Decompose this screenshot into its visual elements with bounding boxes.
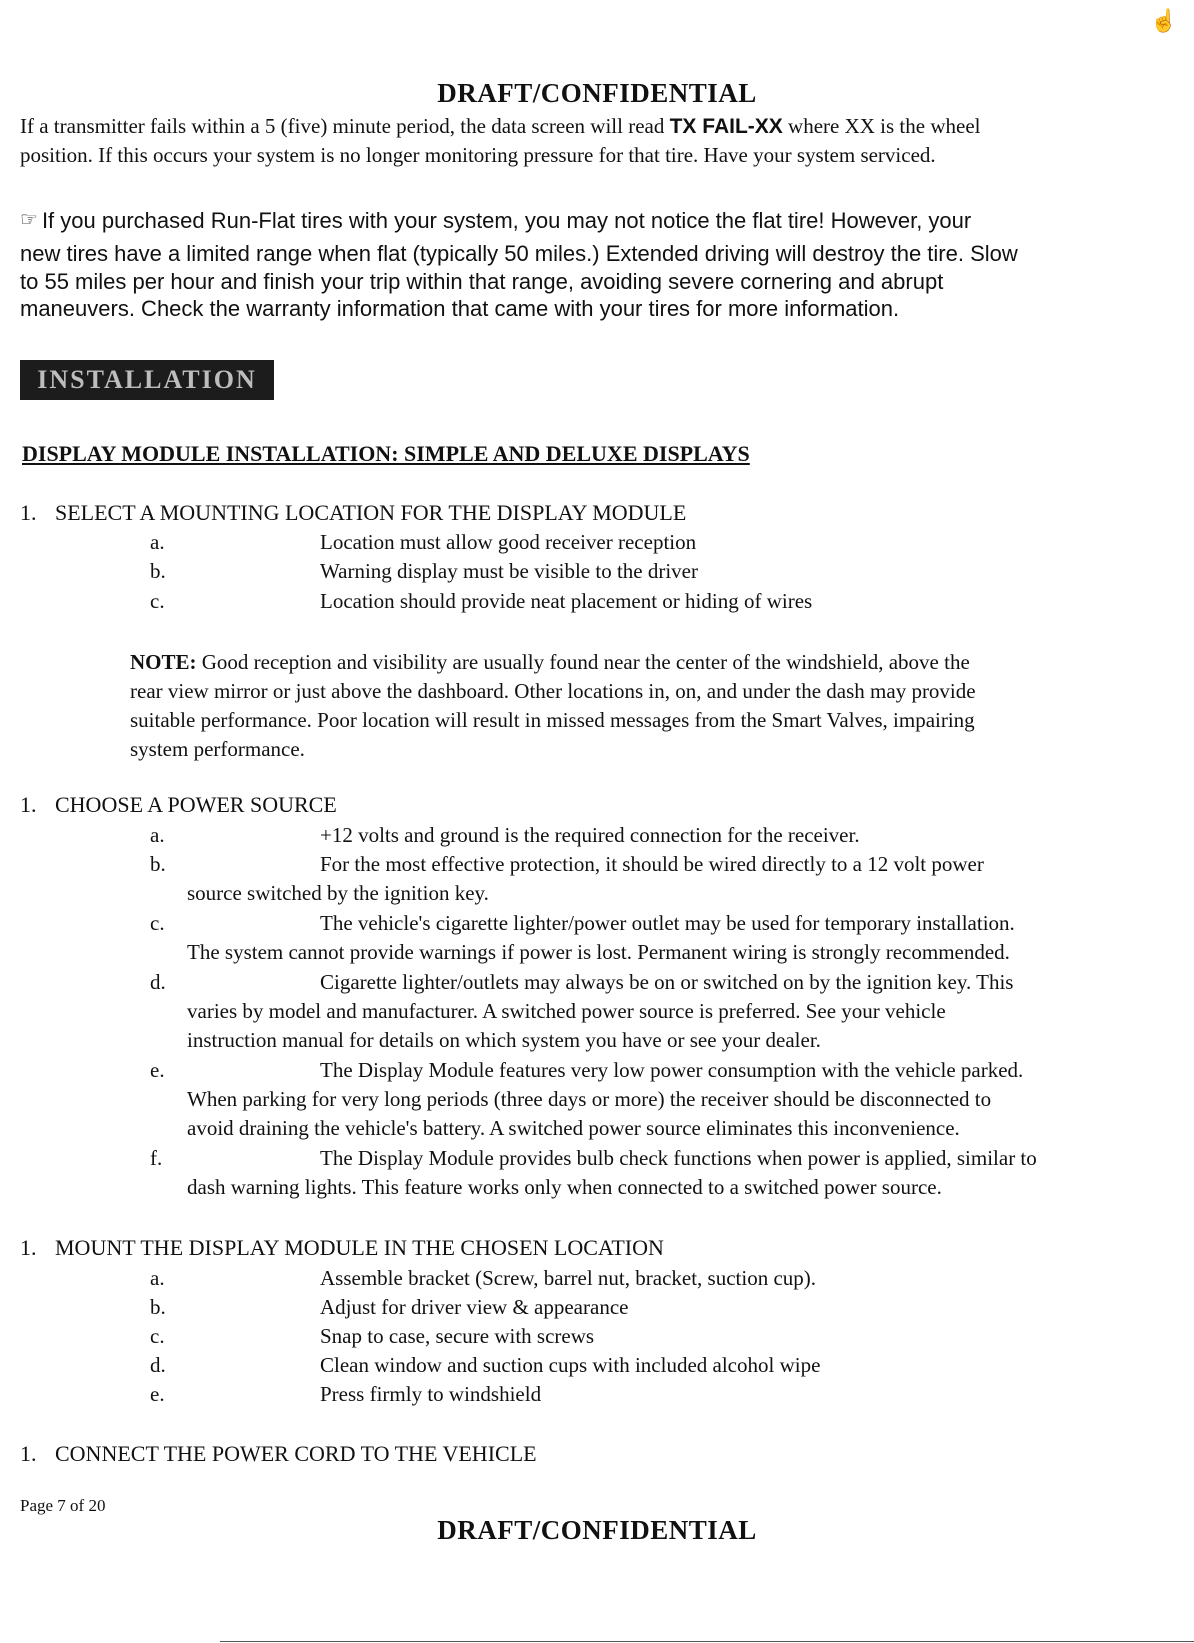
intro-text-a: If a transmitter fails within a 5 (five) minute period, the data screen will read [20, 114, 670, 138]
header-title: DRAFT/CONFIDENTIAL [437, 78, 757, 108]
runflat-line-2: new tires have a limited range when flat (typically 50 miles.) Extended driving will destroy the tire. Slow [20, 241, 1018, 266]
step-2-item-d-cont-1: varies by model and manufacturer. A switched power source is preferred. See your vehicle [187, 999, 946, 1023]
tx-fail-code: TX FAIL-XX [669, 115, 783, 138]
note-line-3: suitable performance. Poor location will result in missed messages from the Smart Valves, impairing [130, 708, 975, 732]
step-2-item-f: The Display Module provides bulb check functions when power is applied, similar to [320, 1146, 1037, 1170]
step-1-letter-c: c. [150, 589, 165, 613]
step-3-item-b: Adjust for driver view & appearance [320, 1295, 629, 1319]
page-number: Page 7 of 20 [20, 1496, 106, 1515]
section-heading: DISPLAY MODULE INSTALLATION: SIMPLE AND DELUXE DISPLAYS [22, 441, 750, 466]
step-4-title: CONNECT THE POWER CORD TO THE VEHICLE [55, 1441, 537, 1466]
installation-banner: INSTALLATION [20, 360, 274, 400]
step-1-title: SELECT A MOUNTING LOCATION FOR THE DISPLAY MODULE [55, 500, 687, 525]
step-3-letter-d: d. [150, 1353, 166, 1377]
note-label: NOTE: [130, 650, 197, 674]
step-3-item-e: Press firmly to windshield [320, 1382, 542, 1406]
step-2-item-e: The Display Module features very low power consumption with the vehicle parked. [320, 1058, 1024, 1082]
step-2-item-b: For the most effective protection, it should be wired directly to a 12 volt power [320, 852, 984, 876]
intro-text-c: where XX is the wheel [782, 114, 981, 138]
step-2-item-e-cont-2: avoid draining the vehicle's battery. A switched power source eliminates this inconvenience. [187, 1116, 960, 1140]
step-2-item-c: The vehicle's cigarette lighter/power outlet may be used for temporary installation. [320, 911, 1015, 935]
step-1-item-a: Location must allow good receiver reception [320, 530, 697, 554]
step-2-item-c-cont: The system cannot provide warnings if power is lost. Permanent wiring is strongly recommended. [187, 940, 1010, 964]
step-2-title: CHOOSE A POWER SOURCE [55, 792, 337, 817]
step-2-item-a: +12 volts and ground is the required connection for the receiver. [320, 823, 860, 847]
note-line-4: system performance. [130, 737, 305, 761]
step-2-letter-c: c. [150, 911, 165, 935]
step-1-letter-b: b. [150, 559, 166, 583]
step-2-letter-d: d. [150, 970, 166, 994]
step-3-letter-a: a. [150, 1266, 165, 1290]
step-3-number: 1. [20, 1235, 37, 1260]
step-2-item-b-cont: source switched by the ignition key. [187, 881, 489, 905]
step-1-item-b: Warning display must be visible to the driver [320, 559, 698, 583]
step-2-item-f-cont: dash warning lights. This feature works only when connected to a switched power source. [187, 1175, 942, 1199]
step-3-title: MOUNT THE DISPLAY MODULE IN THE CHOSEN LOCATION [55, 1235, 664, 1260]
runflat-line-3: to 55 miles per hour and finish your trip within that range, avoiding severe cornering and abrupt [20, 269, 944, 294]
bottom-divider [220, 1641, 1194, 1642]
step-2-item-d-cont-2: instruction manual for details on which system you have or see your dealer. [187, 1028, 821, 1052]
runflat-line-4: maneuvers. Check the warranty information that came with your tires for more information. [20, 296, 900, 321]
note-line-1 [130, 648, 1170, 677]
step-2-number: 1. [20, 792, 37, 817]
step-1-item-c: Location should provide neat placement or hiding of wires [320, 589, 813, 613]
step-3-letter-b: b. [150, 1295, 166, 1319]
pointing-hand-icon: ☞ [20, 209, 38, 231]
runflat-text-1: If you purchased Run-Flat tires with your system, you may not notice the flat tire! However, your [41, 208, 972, 233]
step-2-letter-a: a. [150, 823, 165, 847]
step-3-item-c: Snap to case, secure with screws [320, 1324, 595, 1348]
note-text-1: Good reception and visibility are usually found near the center of the windshield, above the [196, 650, 970, 674]
step-2-item-e-cont-1: When parking for very long periods (three days or more) the receiver should be disconnected to [187, 1087, 992, 1111]
step-1-number: 1. [20, 500, 37, 525]
footer-title: DRAFT/CONFIDENTIAL [437, 1515, 757, 1545]
step-1-letter-a: a. [150, 530, 165, 554]
step-2-letter-b: b. [150, 852, 166, 876]
runflat-line-1 [20, 205, 1180, 236]
step-2-letter-e: e. [150, 1058, 165, 1082]
note-line-2: rear view mirror or just above the dashboard. Other locations in, on, and under the dash may provide [130, 679, 976, 703]
step-3-letter-c: c. [150, 1324, 165, 1348]
corner-mark-icon: ☝ [1150, 8, 1178, 33]
intro-line-1 [20, 112, 1180, 141]
step-2-letter-f: f. [150, 1146, 163, 1170]
step-3-letter-e: e. [150, 1382, 165, 1406]
step-3-item-d: Clean window and suction cups with included alcohol wipe [320, 1353, 821, 1377]
intro-line-2: position. If this occurs your system is no longer monitoring pressure for that tire. Have your system serviced. [20, 143, 936, 167]
step-3-item-a: Assemble bracket (Screw, barrel nut, bracket, suction cup). [320, 1266, 817, 1290]
step-2-item-d: Cigarette lighter/outlets may always be on or switched on by the ignition key. This [320, 970, 1014, 994]
step-4-number: 1. [20, 1441, 37, 1466]
